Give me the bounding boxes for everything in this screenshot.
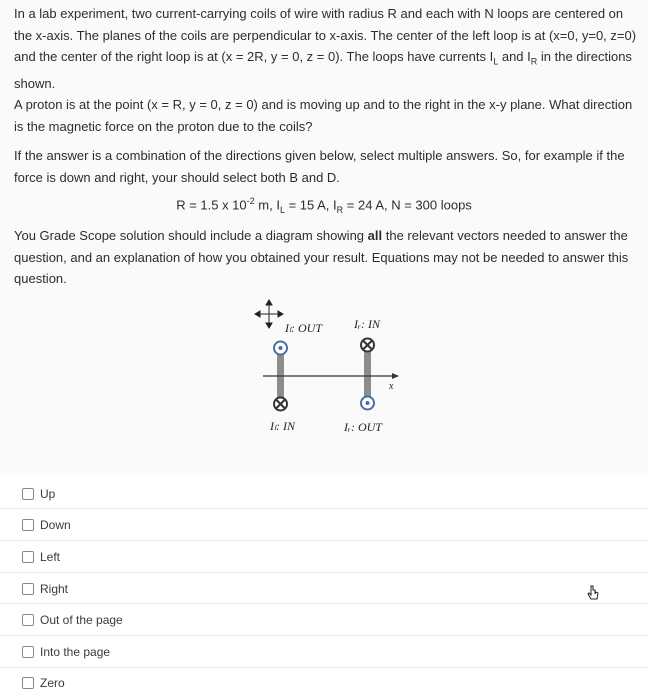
given-values: R = 1.5 x $10^{-2}$ m, $I_L = 15$ A, $I_R = 24$ A, N = 300 loops <box>176 196 472 215</box>
option-label: Zero <box>40 676 65 690</box>
option-label: Into the page <box>40 645 111 659</box>
option-into-page[interactable] <box>22 645 110 659</box>
axis-label: x <box>389 381 394 392</box>
checkbox[interactable] <box>22 519 34 531</box>
option-right[interactable] <box>22 582 68 596</box>
option-zero[interactable] <box>22 676 65 690</box>
option-label: Right <box>40 582 69 596</box>
option-left[interactable] <box>22 550 60 564</box>
option-up[interactable] <box>22 487 55 501</box>
option-out-of-page[interactable] <box>22 613 123 627</box>
divider <box>0 508 648 509</box>
label-left-top: Iₗ: OUT <box>285 321 322 335</box>
problem-paragraph-2: A proton is at the point (x = R, y = 0, z = 0) and is moving up and to the right in the x-y plane. What direction is the magnetic force on the proton due to the coils? <box>14 97 633 134</box>
checkbox[interactable] <box>22 646 34 658</box>
pointer-cursor-icon <box>586 585 600 601</box>
checkbox[interactable] <box>22 488 34 500</box>
option-down[interactable] <box>22 518 71 532</box>
checkbox[interactable] <box>22 551 34 563</box>
label-right-bottom: Iᵣ: OUT <box>344 420 382 434</box>
divider <box>0 540 648 541</box>
right-coil <box>364 346 371 403</box>
checkbox[interactable] <box>22 614 34 626</box>
answer-options <box>0 473 648 700</box>
divider <box>0 667 648 668</box>
problem-paragraph-3: If the answer is a combination of the directions given below, select multiple answers. So, for example if the force is down and right, your should select both B and D. <box>14 148 625 185</box>
divider <box>0 635 648 636</box>
divider <box>0 572 648 573</box>
option-label: Out of the page <box>40 613 123 627</box>
coil-diagram <box>245 298 415 443</box>
option-label: Left <box>40 550 61 564</box>
checkbox[interactable] <box>22 583 34 595</box>
label-left-bottom: Iₗ: IN <box>270 419 295 433</box>
option-label: Up <box>40 487 56 501</box>
option-label: Down <box>40 518 71 532</box>
checkbox[interactable] <box>22 677 34 689</box>
label-right-top: Iᵣ: IN <box>354 317 380 331</box>
problem-paragraph-4: You Grade Scope solution should include a diagram showing all the relevant vectors needed to answer the question, and an explanation of how you obtained your result. Equations may not be needed to answer this question. <box>14 228 629 286</box>
problem-paragraph-1: In a lab experiment, two current-carrying coils of wire with radius R and each with N loops are centered on the x-axis. The planes of the coils are perpendicular to x-axis. The center of the left loop is at (x=0, y=0, z=0) and the center of the right loop is at (x = 2R, y = 0, z = 0). The loops have currents $I_L$ and $I_R$ in the directions shown. <box>14 6 637 92</box>
divider <box>0 603 648 604</box>
move-cursor-icon <box>255 300 283 328</box>
